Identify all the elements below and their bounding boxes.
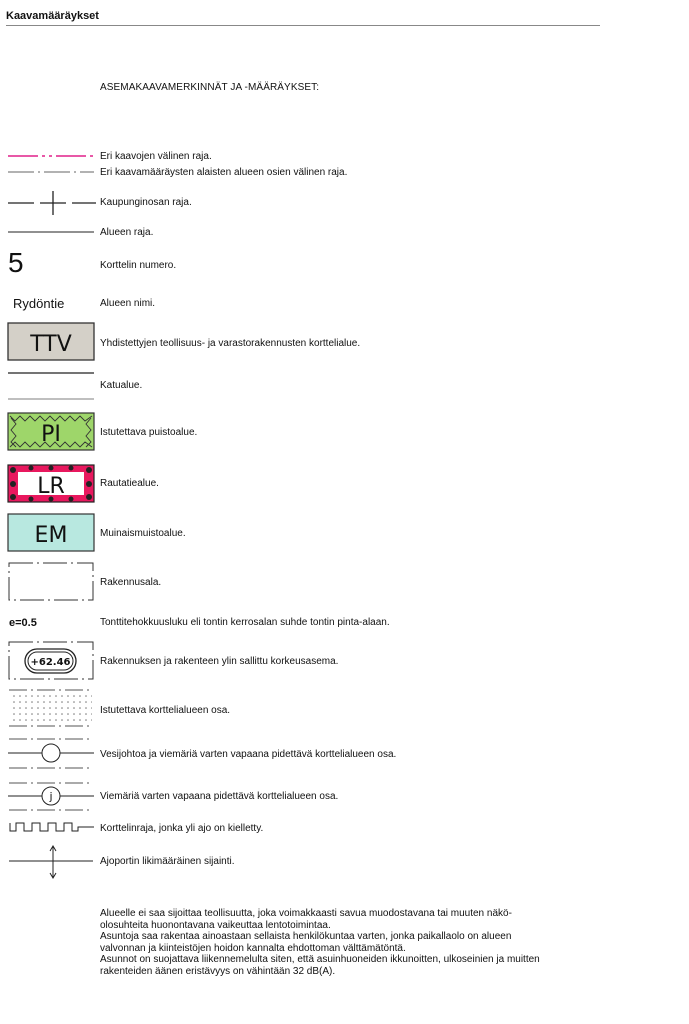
legend-label: Tonttitehokkuusluku eli tontin kerrosalan suhde tontin pinta-alaan.	[100, 617, 390, 628]
elevation-value: +62.46	[30, 657, 71, 668]
section-heading: ASEMAKAAVAMERKINNÄT JA -MÄÄRÄYKSET:	[100, 82, 320, 93]
note-line: valvonnan ja kiinteistöjen hoidon kannalta ehdottoman välttämätöntä.	[100, 942, 406, 954]
legend-label: Alueen nimi.	[100, 298, 156, 309]
planted-area-symbol	[6, 688, 98, 730]
ttv-code: TTV	[30, 332, 72, 357]
park-area-symbol	[6, 412, 98, 452]
rail-area-symbol	[6, 464, 98, 504]
note-line: Asuntoja saa rakentaa ainoastaan sellaista henkilökuntaa varten, jonka paikallaolo on alueen	[100, 931, 512, 942]
driveway-symbol	[6, 844, 98, 880]
legend-label: Ajoportin likimääräinen sijainti.	[100, 856, 235, 867]
legend-label: Korttelinraja, jonka yli ajo on kielletty.	[100, 823, 264, 834]
legend-label: Korttelin numero.	[100, 260, 177, 271]
height-elevation-symbol	[6, 640, 98, 682]
page-title: Kaavamääräykset	[6, 10, 99, 22]
monument-code: EM	[34, 523, 68, 548]
efficiency-symbol: e=0.5	[9, 617, 37, 629]
legend-label: Istutettava puistoalue.	[100, 427, 198, 438]
legend-label: Muinaismuistoalue.	[100, 528, 186, 539]
regulation-notes	[100, 908, 600, 977]
district-boundary-symbol	[6, 190, 98, 216]
legend-label: Rakennusala.	[100, 577, 162, 588]
legend-label: Katualue.	[100, 380, 143, 391]
legend-label: Eri kaavojen välinen raja.	[100, 151, 212, 162]
note-line: Alueelle ei saa sijoittaa teollisuutta, joka voimakkaasti savua muodostavana tai muuten näkö-	[100, 908, 512, 919]
area-name-symbol: Rydöntie	[13, 296, 65, 311]
park-code: PI	[41, 422, 61, 447]
legend-label: Yhdistettyjen teollisuus- ja varastorakennusten korttelialue.	[100, 338, 361, 349]
sewer-letter: j	[49, 790, 53, 803]
no-entry-boundary-symbol	[6, 819, 98, 835]
legend-label: Vesijohtoa ja viemäriä varten vapaana pidettävä korttelialueen osa.	[100, 749, 397, 760]
dash-dot-line-symbol	[6, 167, 98, 177]
pink-boundary-symbol	[6, 151, 98, 161]
building-area-symbol	[6, 561, 98, 603]
legend-label: Alueen raja.	[100, 227, 154, 238]
monument-area-symbol	[6, 513, 98, 553]
note-line: rakenteiden äänen eristävyys on vähintään 32 dB(A).	[100, 965, 336, 977]
sewer-symbol	[6, 780, 98, 814]
ttv-area-symbol	[6, 322, 98, 362]
note-line: Asunnot on suojattava liikennemelulta siten, että asuinhuoneiden ikkunoitten, ulkoseinien ja muitten	[100, 954, 540, 965]
water-sewer-symbol	[6, 736, 98, 772]
note-line: olosuhteita huonontavana vaikeuttaa lentotoimintaa.	[100, 919, 331, 931]
legend-label: Istutettava korttelialueen osa.	[100, 705, 231, 716]
title-divider	[6, 25, 600, 26]
street-area-symbol	[6, 370, 98, 402]
legend-label: Rautatiealue.	[100, 478, 159, 489]
legend-label: Eri kaavamääräysten alaisten alueen osien välinen raja.	[100, 167, 348, 178]
area-boundary-symbol	[6, 227, 98, 237]
rail-code: LR	[37, 474, 65, 499]
block-number-symbol: 5	[8, 247, 24, 278]
legend-label: Viemäriä varten vapaana pidettävä korttelialueen osa.	[100, 791, 339, 802]
legend-label: Kaupunginosan raja.	[100, 197, 192, 208]
legend-label: Rakennuksen ja rakenteen ylin sallittu korkeusasema.	[100, 656, 339, 667]
